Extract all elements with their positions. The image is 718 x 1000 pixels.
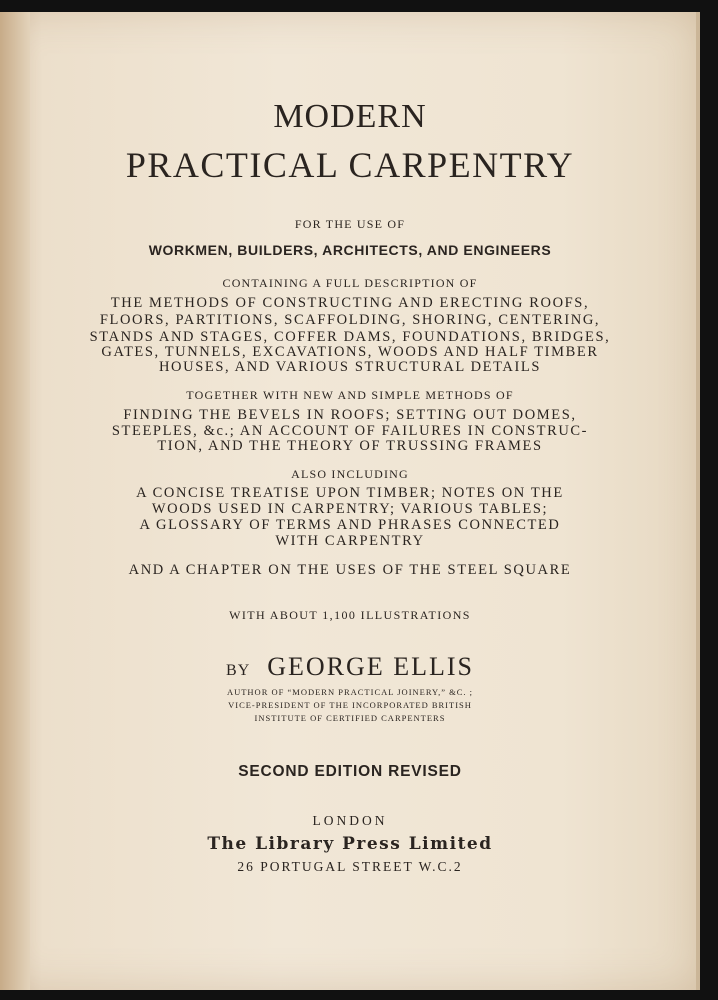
also-line: A GLOSSARY OF TERMS AND PHRASES CONNECTED (139, 517, 561, 533)
city-line: LONDON (312, 813, 388, 828)
containing-line: HOUSES, AND VARIOUS STRUCTURAL DETAILS (158, 359, 542, 375)
containing-line: FLOORS, PARTITIONS, SCAFFOLDING, SHORING, CENTERING, (99, 312, 601, 328)
author-name: GEORGE ELLIS (267, 652, 474, 681)
edition-line: SECOND EDITION REVISED (238, 763, 462, 780)
publisher-name: The Library Press Limited (207, 834, 493, 854)
containing-intro: CONTAINING A FULL DESCRIPTION OF (222, 276, 478, 290)
also-line: WOODS USED IN CARPENTRY; VARIOUS TABLES; (151, 501, 549, 517)
by-label: BY (226, 662, 251, 679)
steel-square-line: AND A CHAPTER ON THE USES OF THE STEEL SQUARE (128, 562, 572, 578)
title-page (0, 12, 700, 990)
together-line: STEEPLES, &c.; AN ACCOUNT OF FAILURES IN CONSTRUC- (111, 423, 589, 439)
author-credit: AUTHOR OF “MODERN PRACTICAL JOINERY,” &C. ; (226, 687, 474, 697)
audience-line: WORKMEN, BUILDERS, ARCHITECTS, AND ENGINEERS (148, 242, 552, 258)
also-line: A CONCISE TREATISE UPON TIMBER; NOTES ON THE (136, 485, 564, 501)
title-line-1: MODERN (273, 98, 427, 135)
together-intro: TOGETHER WITH NEW AND SIMPLE METHODS OF (186, 388, 514, 402)
title-line-2: PRACTICAL CARPENTRY (125, 145, 575, 185)
together-line: FINDING THE BEVELS IN ROOFS; SETTING OUT DOMES, (123, 407, 577, 423)
containing-line: GATES, TUNNELS, EXCAVATIONS, WOODS AND HALF TIMBER (101, 344, 599, 360)
containing-line: THE METHODS OF CONSTRUCTING AND ERECTING ROOFS, (110, 295, 590, 311)
author-credit: INSTITUTE OF CERTIFIED CARPENTERS (254, 713, 446, 723)
also-intro: ALSO INCLUDING (291, 467, 409, 481)
author-credit: VICE-PRESIDENT OF THE INCORPORATED BRITISH (228, 700, 472, 710)
also-line: WITH CARPENTRY (275, 533, 425, 549)
author-line (0, 652, 700, 682)
illustrations-line: WITH ABOUT 1,100 ILLUSTRATIONS (229, 608, 471, 622)
for-the-use-of: FOR THE USE OF (294, 217, 406, 231)
containing-line: STANDS AND STAGES, COFFER DAMS, FOUNDATIONS, BRIDGES, (89, 329, 611, 345)
together-line: TION, AND THE THEORY OF TRUSSING FRAMES (157, 438, 543, 454)
publisher-address: 26 PORTUGAL STREET W.C.2 (237, 859, 463, 874)
